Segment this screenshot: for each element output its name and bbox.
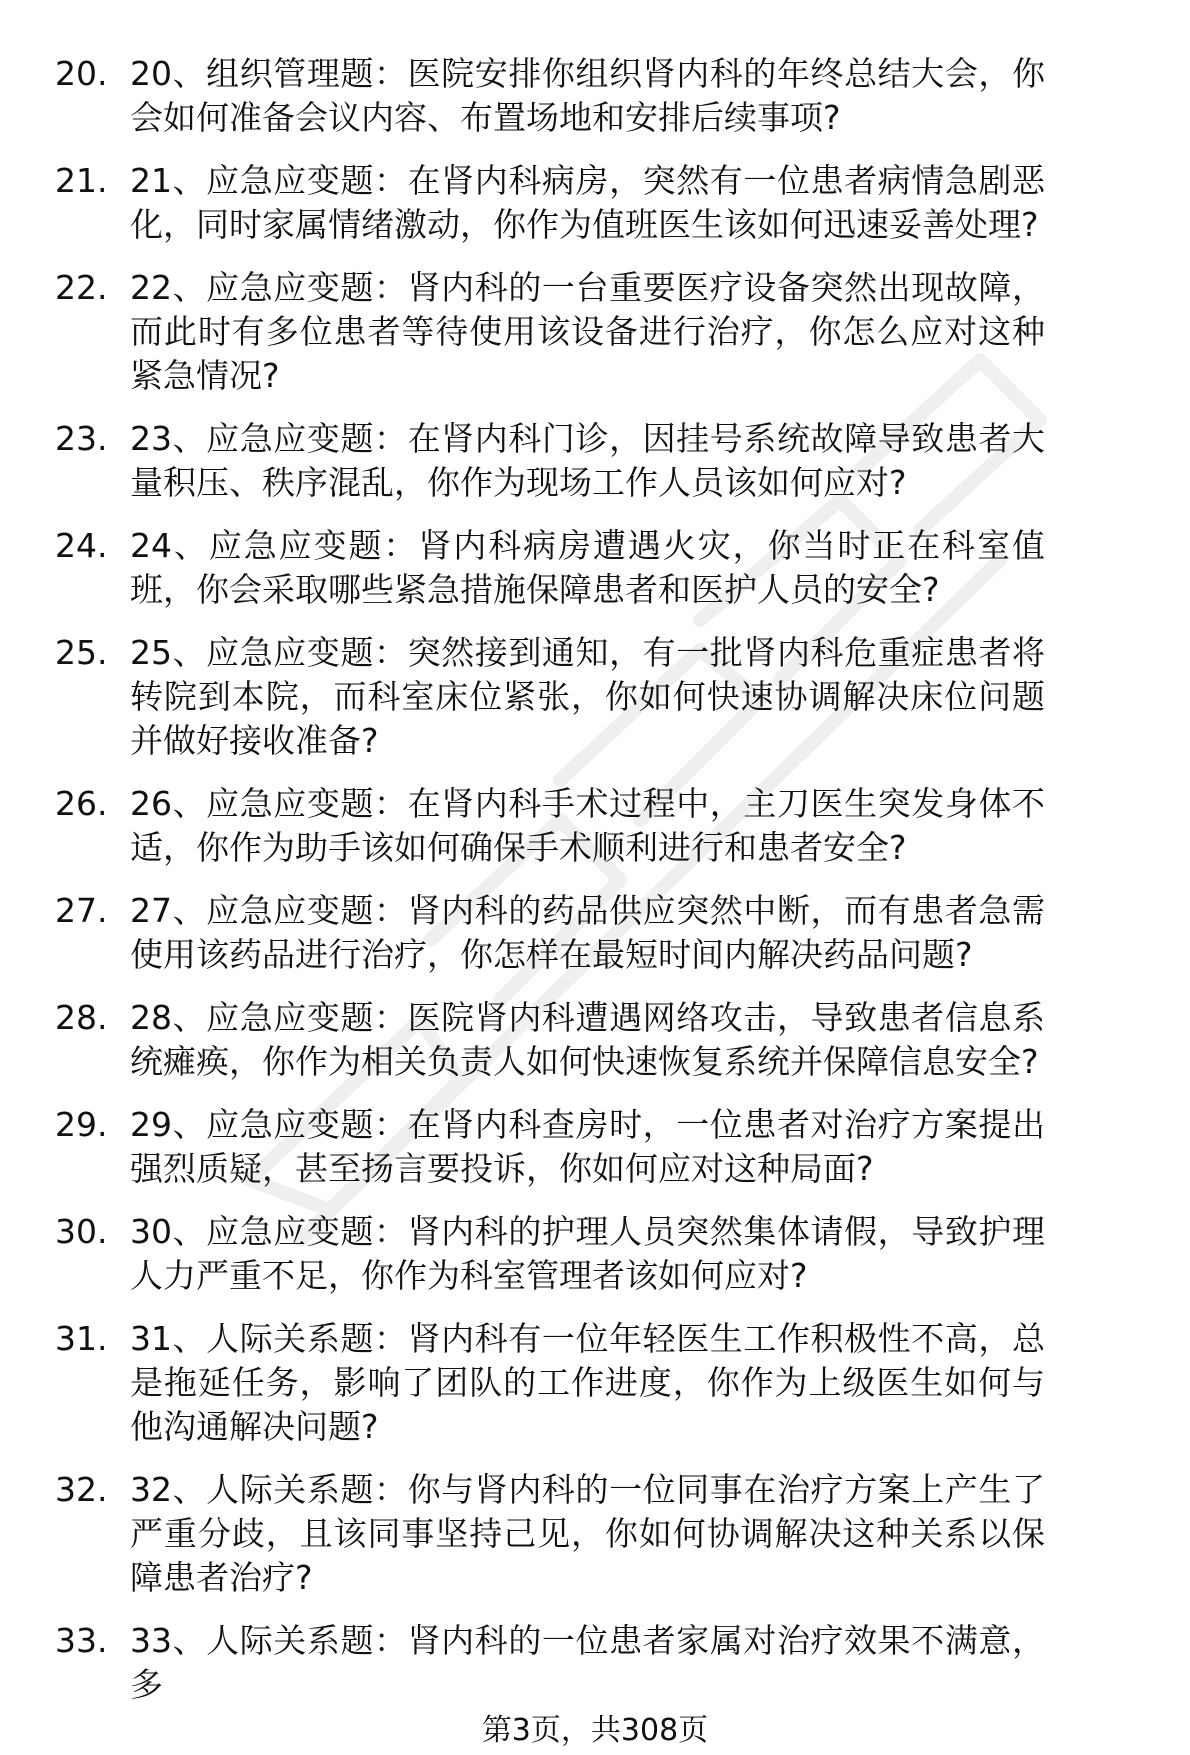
item-text: 27、应急应变题：肾内科的药品供应突然中断，而有患者急需使用该药品进行治疗，你怎样在最短时间内解决药品问题? bbox=[130, 891, 1045, 974]
item-number: 25. bbox=[55, 633, 108, 672]
list-item bbox=[0, 1317, 1190, 1449]
page-number-label: 第3页，共308页 bbox=[481, 1713, 709, 1748]
item-text: 25、应急应变题：突然接到通知，有一批肾内科危重症患者将转院到本院，而科室床位紧张，你如何快速协调解决床位问题并做好接收准备? bbox=[130, 633, 1045, 760]
item-text: 33、人际关系题：肾内科的一位患者家属对治疗效果不满意，多 bbox=[130, 1621, 1045, 1704]
item-text: 28、应急应变题：医院肾内科遭遇网络攻击，导致患者信息系统瘫痪，你作为相关负责人如何快速恢复系统并保障信息安全? bbox=[130, 998, 1045, 1081]
item-text: 30、应急应变题：肾内科的护理人员突然集体请假，导致护理人力严重不足，你作为科室管理者该如何应对? bbox=[130, 1212, 1045, 1295]
list-item bbox=[0, 1210, 1190, 1298]
list-item bbox=[0, 266, 1190, 398]
list-item bbox=[0, 524, 1190, 612]
item-number: 32. bbox=[55, 1470, 108, 1509]
item-text: 22、应急应变题：肾内科的一台重要医疗设备突然出现故障，而此时有多位患者等待使用该设备进行治疗，你怎么应对这种紧急情况? bbox=[130, 268, 1045, 395]
item-number: 31. bbox=[55, 1319, 108, 1358]
item-number: 26. bbox=[55, 784, 108, 823]
item-text: 26、应急应变题：在肾内科手术过程中，主刀医生突发身体不适，你作为助手该如何确保手术顺利进行和患者安全? bbox=[130, 784, 1045, 867]
list-item bbox=[0, 996, 1190, 1084]
item-number: 28. bbox=[55, 998, 108, 1037]
list-item bbox=[0, 159, 1190, 247]
list-item bbox=[0, 631, 1190, 763]
page-footer bbox=[0, 1713, 1190, 1749]
item-text: 23、应急应变题：在肾内科门诊，因挂号系统故障导致患者大量积压、秩序混乱，你作为现场工作人员该如何应对? bbox=[130, 419, 1045, 502]
question-list bbox=[0, 52, 1190, 1726]
list-item bbox=[0, 52, 1190, 140]
list-item bbox=[0, 1468, 1190, 1600]
item-text: 21、应急应变题：在肾内科病房，突然有一位患者病情急剧恶化，同时家属情绪激动，你作为值班医生该如何迅速妥善处理? bbox=[130, 161, 1045, 244]
item-text: 32、人际关系题：你与肾内科的一位同事在治疗方案上产生了严重分歧，且该同事坚持己见，你如何协调解决这种关系以保障患者治疗? bbox=[130, 1470, 1045, 1597]
list-item bbox=[0, 782, 1190, 870]
item-number: 33. bbox=[55, 1621, 108, 1660]
item-number: 30. bbox=[55, 1212, 108, 1251]
item-number: 21. bbox=[55, 161, 108, 200]
item-text: 29、应急应变题：在肾内科查房时，一位患者对治疗方案提出强烈质疑，甚至扬言要投诉，你如何应对这种局面? bbox=[130, 1105, 1045, 1188]
item-number: 27. bbox=[55, 891, 108, 930]
list-item bbox=[0, 1103, 1190, 1191]
item-number: 24. bbox=[55, 526, 108, 565]
list-item bbox=[0, 1619, 1190, 1707]
list-item bbox=[0, 889, 1190, 977]
list-item bbox=[0, 417, 1190, 505]
item-text: 24、应急应变题：肾内科病房遭遇火灾，你当时正在科室值班，你会采取哪些紧急措施保障患者和医护人员的安全? bbox=[130, 526, 1045, 609]
item-number: 20. bbox=[55, 54, 108, 93]
item-text: 31、人际关系题：肾内科有一位年轻医生工作积极性不高，总是拖延任务，影响了团队的工作进度，你作为上级医生如何与他沟通解决问题? bbox=[130, 1319, 1045, 1446]
item-number: 29. bbox=[55, 1105, 108, 1144]
item-number: 22. bbox=[55, 268, 108, 307]
item-text: 20、组织管理题：医院安排你组织肾内科的年终总结大会，你会如何准备会议内容、布置场地和安排后续事项? bbox=[130, 54, 1045, 137]
item-number: 23. bbox=[55, 419, 108, 458]
